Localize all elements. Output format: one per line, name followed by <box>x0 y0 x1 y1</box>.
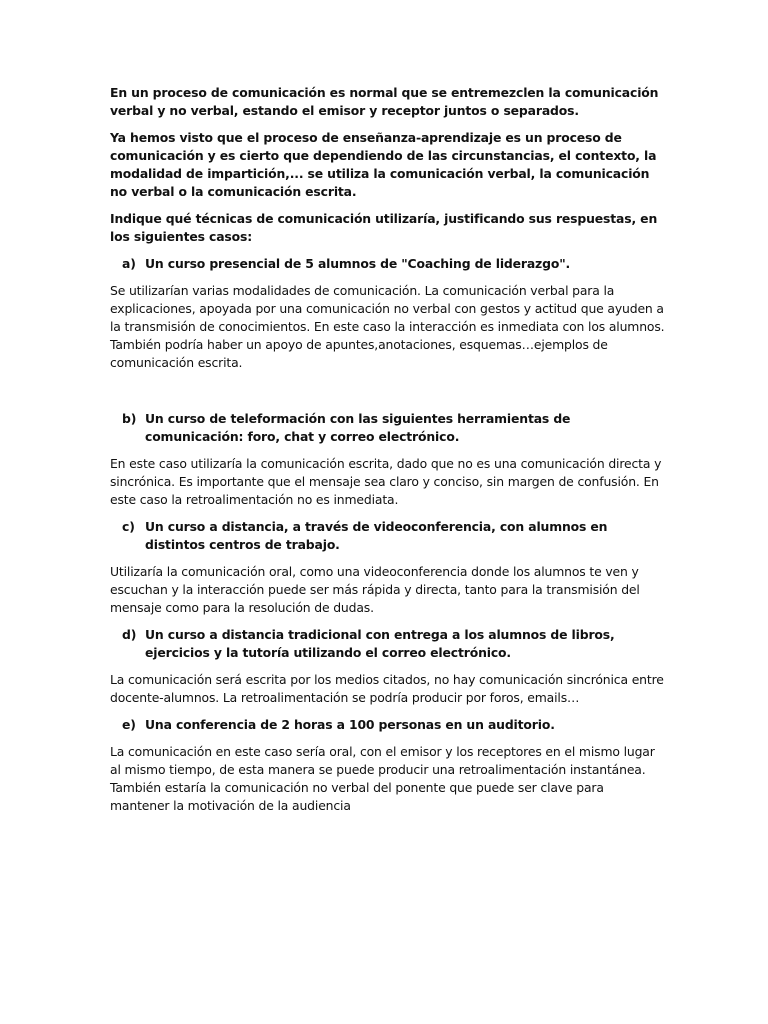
question-c <box>110 518 665 554</box>
intro-paragraph-2: Ya hemos visto que el proceso de enseñanza-aprendizaje es un proceso de comunicación y es cierto que dependiendo de las circunstancias, el contexto, la modalidad de impartición,... se utiliza la comunicación verbal, la comunicación no verbal o la comunicación escrita. <box>110 130 657 199</box>
answer-b: En este caso utilizaría la comunicación escrita, dado que no es una comunicación directa y sincrónica. Es importante que el mensaje sea claro y conciso, sin margen de confusión. En este caso la retroalimentación no es inmediata. <box>110 456 662 507</box>
question-b-label: b) <box>122 411 137 426</box>
question-e-label: e) <box>122 717 136 732</box>
question-c-label: c) <box>122 519 135 534</box>
question-a-text: Un curso presencial de 5 alumnos de "Coaching de liderazgo". <box>145 256 571 271</box>
intro-paragraph-1: En un proceso de comunicación es normal que se entremezclen la comunicación verbal y no verbal, estando el emisor y receptor juntos o separados. <box>110 85 659 118</box>
question-e-text: Una conferencia de 2 horas a 100 personas en un auditorio. <box>145 717 555 732</box>
question-b-text: Un curso de teleformación con las siguientes herramientas de comunicación: foro, chat y correo electrónico. <box>145 411 571 444</box>
question-d <box>110 626 665 662</box>
question-b <box>110 410 665 446</box>
answer-e: La comunicación en este caso sería oral, con el emisor y los receptores en el mismo lugar al mismo tiempo, de esta manera se puede producir una retroalimentación instantánea. También estaría la comunicación no verbal del ponente que puede ser clave para mantener la motivación de la audiencia <box>110 744 655 813</box>
answer-a: Se utilizarían varias modalidades de comunicación. La comunicación verbal para la explicaciones, apoyada por una comunicación no verbal con gestos y actitud que ayuden a la transmisión de conocimientos. En este caso la interacción es inmediata con los alumnos. También podría haber un apoyo de apuntes,anotaciones, esquemas…ejemplos de comunicación escrita. <box>110 283 665 370</box>
question-e <box>110 716 665 734</box>
answer-d: La comunicación será escrita por los medios citados, no hay comunicación sincrónica entre docente-alumnos. La retroalimentación se podría producir por foros, emails… <box>110 672 664 705</box>
answer-c: Utilizaría la comunicación oral, como una videoconferencia donde los alumnos te ven y escuchan y la interacción puede ser más rápida y directa, tanto para la transmisión del mensaje como para la resolución de dudas. <box>110 564 640 615</box>
question-a <box>110 255 665 273</box>
question-d-text: Un curso a distancia tradicional con entrega a los alumnos de libros, ejercicios y la tutoría utilizando el correo electrónico. <box>145 627 615 660</box>
instruction-paragraph: Indique qué técnicas de comunicación utilizaría, justificando sus respuestas, en los siguientes casos: <box>110 211 658 244</box>
question-d-label: d) <box>122 627 137 642</box>
question-c-text: Un curso a distancia, a través de videoconferencia, con alumnos en distintos centros de trabajo. <box>145 519 608 552</box>
document-body <box>110 84 665 824</box>
question-a-label: a) <box>122 256 136 271</box>
